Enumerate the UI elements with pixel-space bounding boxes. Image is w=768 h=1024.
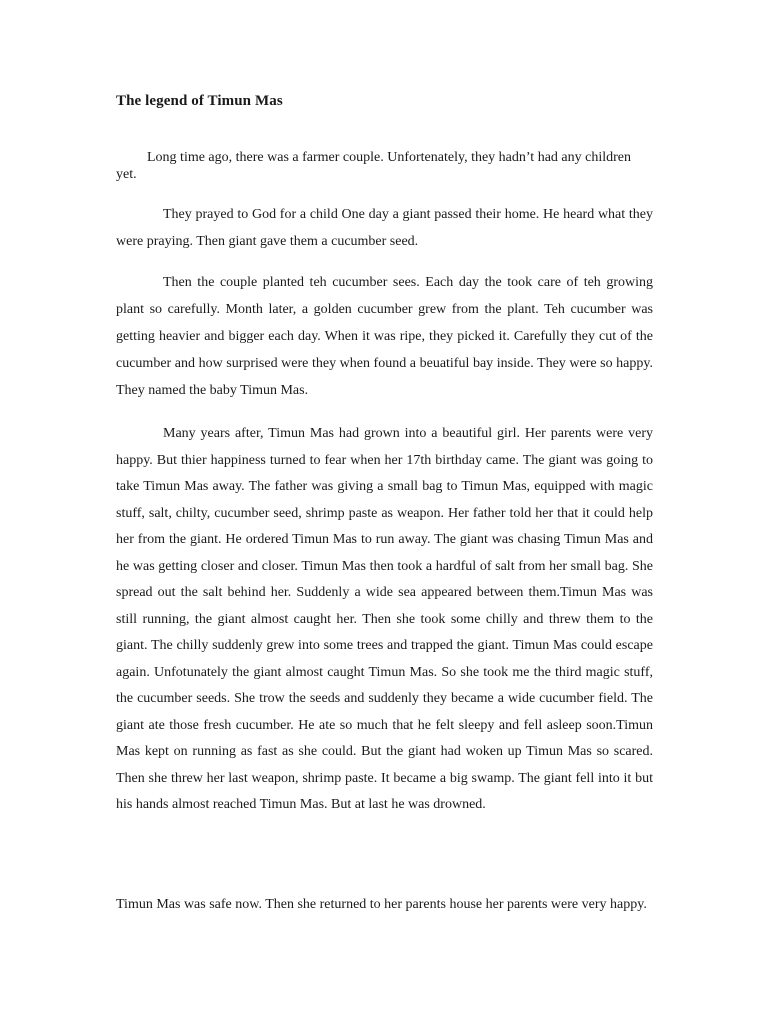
- paragraph-ending: Timun Mas was safe now. Then she returned to her parents house her parents were very happy.: [116, 897, 647, 912]
- document-title: The legend of Timun Mas: [116, 93, 283, 109]
- paragraph-intro: Long time ago, there was a farmer couple. Unfortenately, they hadn’t had any children yet.: [116, 150, 631, 182]
- paragraph-prayer: They prayed to God for a child One day a giant passed their home. He heard what they were praying. Then giant gave them a cucumber seed.: [116, 207, 653, 249]
- paragraph-cucumber: Then the couple planted teh cucumber sees. Each day the took care of teh growing plant so carefully. Month later, a golden cucumber grew from the plant. Teh cucumber was getting heavier and bigger each day. When it was ripe, they picked it. Carefully they cut of the cucumber and how surprised were they when found a beuatiful bay inside. They were so happy. They named the baby Timun Mas.: [116, 275, 653, 398]
- paragraph-escape: Many years after, Timun Mas had grown into a beautiful girl. Her parents were very happy. But thier happiness turned to fear when her 17th birthday came. The giant was going to take Timun Mas away. The father was giving a small bag to Timun Mas, equipped with magic stuff, salt, chilty, cucumber seed, shrimp paste as weapon. Her father told her that it could help her from the giant. He ordered Timun Mas to run away. The giant was chasing Timun Mas and he was getting closer and closer. Timun Mas then took a hardful of salt from her small bag. She spread out the salt behind her. Suddenly a wide sea appeared between them.Timun Mas was still running, the giant almost caught her. Then she took some chilly and threw them to the giant. The chilly suddenly grew into some trees and trapped the giant. Timun Mas could escape again. Unfotunately the giant almost caught Timun Mas. So she took me the third magic stuff, the cucumber seeds. She trow the seeds and suddenly they became a wide cucumber field. The giant ate those fresh cucumber. He ate so much that he felt sleepy and fell asleep soon.Timun Mas kept on running as fast as she could. But the giant had woken up Timun Mas so scared. Then she threw her last weapon, shrimp paste. It became a big swamp. The giant fell into it but his hands almost reached Timun Mas. But at last he was drowned.: [116, 426, 653, 812]
